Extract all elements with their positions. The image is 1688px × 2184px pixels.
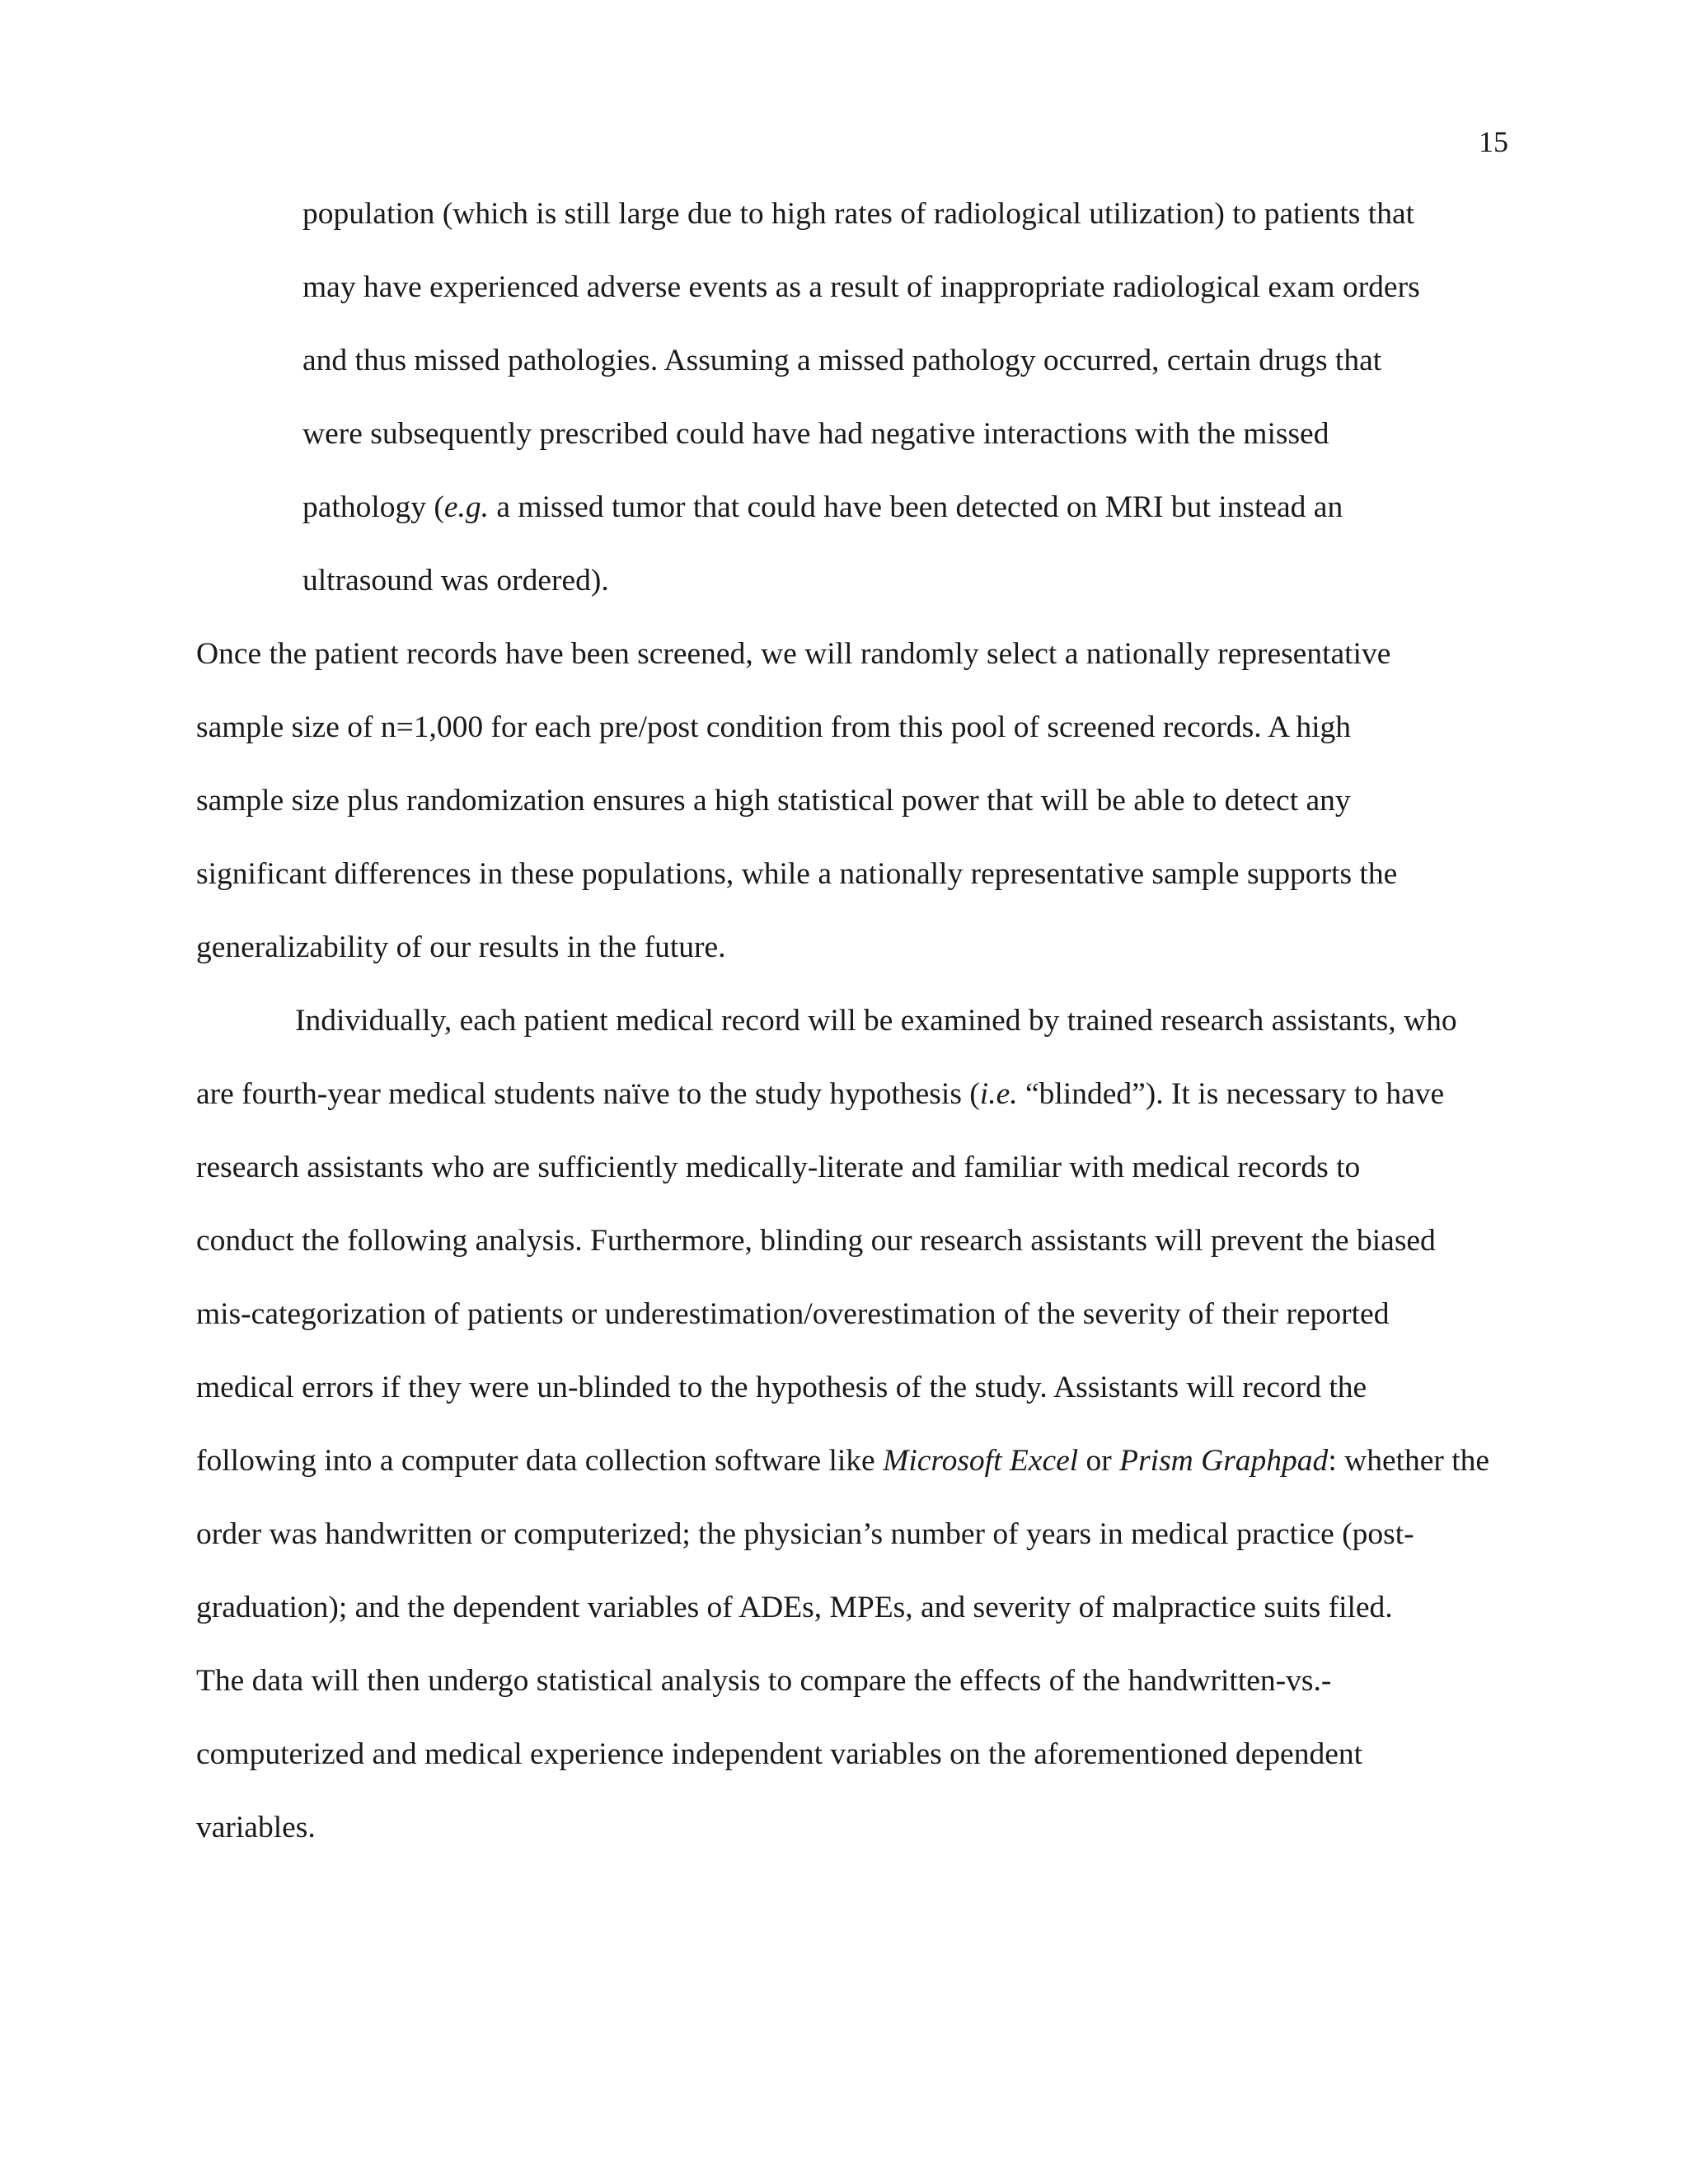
text-line: were subsequently prescribed could have had negative interactions with the missed (302, 417, 1329, 451)
text-segment: following into a computer data collection software like (196, 1444, 884, 1478)
text-segment: a missed tumor that could have been detected on MRI but instead an (489, 490, 1343, 524)
page-number: 15 (1479, 125, 1508, 158)
text-line: sample size plus randomization ensures a high statistical power that will be able to detect any (196, 784, 1351, 818)
text-line: may have experienced adverse events as a result of inappropriate radiological exam orders (302, 270, 1420, 304)
italic-text: Microsoft Excel (883, 1444, 1079, 1478)
text-line: order was handwritten or computerized; the physician’s number of years in medical practice (post- (196, 1517, 1414, 1551)
text-segment: are fourth-year medical students naïve to the study hypothesis ( (196, 1077, 980, 1111)
text-line (196, 1441, 1489, 1481)
text-segment: pathology ( (302, 490, 444, 524)
text-line (302, 488, 1343, 527)
text-line: ultrasound was ordered). (302, 564, 609, 598)
text-line: medical errors if they were un-blinded to the hypothesis of the study. Assistants will record the (196, 1371, 1367, 1404)
text-line: Once the patient records have been screened, we will randomly select a nationally representative (196, 637, 1391, 671)
text-line: graduation); and the dependent variables of ADEs, MPEs, and severity of malpractice suits filed. (196, 1591, 1393, 1624)
text-line: research assistants who are sufficiently medically-literate and familiar with medical records to (196, 1151, 1361, 1184)
text-line: Individually, each patient medical record will be examined by trained research assistants, who (295, 1004, 1457, 1038)
text-segment: or (1078, 1444, 1120, 1478)
text-line: mis-categorization of patients or underestimation/overestimation of the severity of their reported (196, 1297, 1390, 1331)
text-segment: : whether the (1328, 1444, 1490, 1478)
text-line: sample size of n=1,000 for each pre/post condition from this pool of screened records. A high (196, 710, 1352, 744)
text-line: population (which is still large due to high rates of radiological utilization) to patients that (302, 197, 1415, 231)
italic-text: Prism Graphpad (1119, 1444, 1329, 1478)
text-line: computerized and medical experience independent variables on the aforementioned dependent (196, 1737, 1363, 1771)
italic-text: e.g. (443, 490, 490, 524)
text-line: conduct the following analysis. Furthermore, blinding our research assistants will prevent the biased (196, 1224, 1436, 1258)
text-line: generalizability of our results in the future. (196, 930, 726, 964)
text-line: significant differences in these populations, while a nationally representative sample supports the (196, 857, 1398, 891)
text-line (196, 1075, 1444, 1114)
text-segment: “blinded”). It is necessary to have (1017, 1077, 1445, 1111)
text-line: and thus missed pathologies. Assuming a missed pathology occurred, certain drugs that (302, 344, 1382, 377)
text-line: The data will then undergo statistical analysis to compare the effects of the handwritten-vs.- (196, 1664, 1332, 1698)
text-line: variables. (196, 1811, 316, 1844)
italic-text: i.e. (979, 1077, 1018, 1111)
